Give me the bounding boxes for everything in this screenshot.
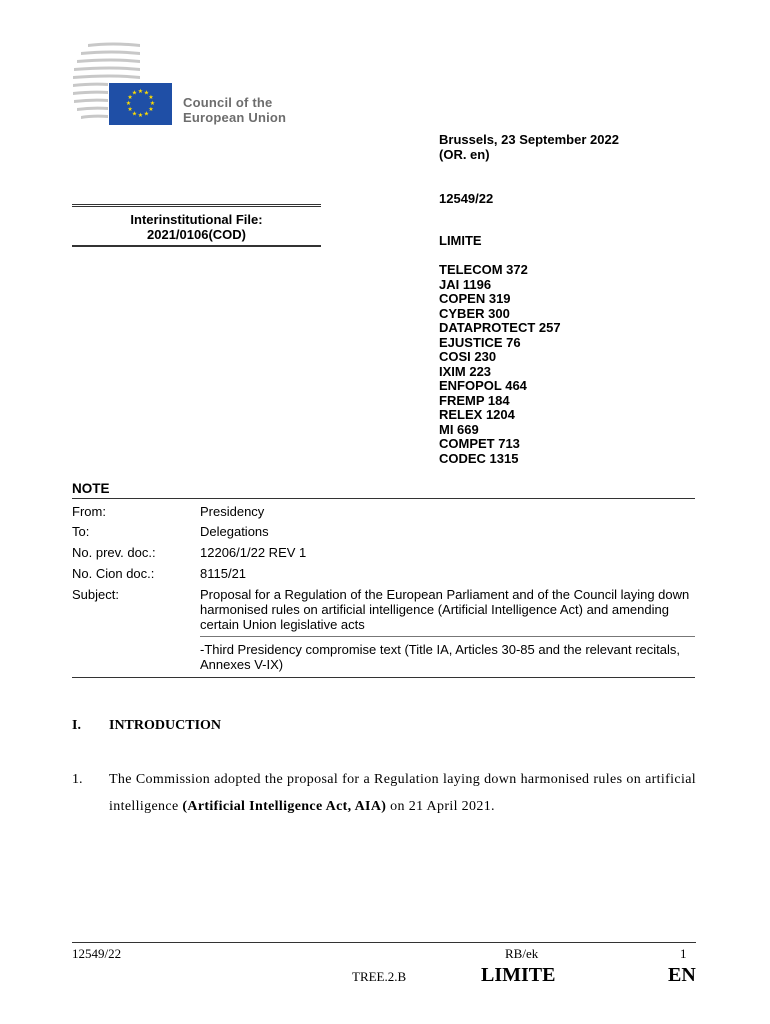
code-item: COSI 230 bbox=[439, 349, 497, 364]
document-number: 12549/22 bbox=[439, 191, 494, 206]
note-value: Delegations bbox=[200, 524, 269, 539]
eu-flag bbox=[109, 83, 172, 125]
footer-classification: LIMITE bbox=[481, 964, 556, 986]
interinstitutional-file-label: Interinstitutional File: bbox=[130, 212, 263, 227]
note-row-cion-doc bbox=[72, 562, 695, 583]
interinstitutional-file-number: 2021/0106(COD) bbox=[147, 227, 246, 242]
org-name bbox=[183, 95, 286, 125]
note-label: From: bbox=[72, 504, 106, 519]
note-label: To: bbox=[72, 524, 90, 539]
code-item: FREMP 184 bbox=[439, 392, 510, 408]
note-row-from bbox=[72, 499, 695, 520]
paragraph-text-bold: (Artificial Intelligence Act, AIA) bbox=[182, 799, 387, 814]
interinstitutional-file bbox=[72, 204, 321, 247]
code-item: TELECOM 372 bbox=[439, 262, 528, 277]
note-row-prev-doc bbox=[72, 541, 695, 562]
section-heading bbox=[72, 718, 221, 734]
svg-text:★: ★ bbox=[143, 110, 150, 118]
note-row-subject bbox=[72, 583, 695, 677]
code-item: JAI 1196 bbox=[439, 276, 492, 292]
code-item: IXIM 223 bbox=[439, 363, 492, 379]
footer-department: TREE.2.B bbox=[352, 969, 407, 984]
paragraph-text-end: on 21 April 2021. bbox=[386, 799, 495, 814]
code-item: ENFOPOL 464 bbox=[439, 378, 527, 393]
note-label: Subject: bbox=[72, 587, 119, 602]
subject-line-1: Proposal for a Regulation of the European Parliament and of the Council laying down harmonised rules on artificial intelligence (Artificial Intelligence Act) and amending certain Union legislative acts bbox=[200, 587, 695, 637]
section-number: I. bbox=[72, 718, 81, 733]
org-name-line1: Council of the bbox=[183, 95, 273, 110]
svg-text:★: ★ bbox=[148, 94, 154, 101]
subject-value bbox=[200, 587, 695, 675]
note-label: No. Cion doc.: bbox=[72, 566, 155, 581]
footer-divider bbox=[72, 942, 696, 943]
document-codes bbox=[439, 263, 561, 466]
code-item: MI 669 bbox=[439, 421, 479, 437]
footer-page-number: 1 bbox=[680, 946, 687, 961]
code-item: CYBER 300 bbox=[439, 305, 510, 321]
svg-text:★: ★ bbox=[131, 110, 138, 118]
note-title: NOTE bbox=[72, 481, 110, 496]
note-table bbox=[72, 498, 695, 678]
note-value: Presidency bbox=[200, 504, 265, 519]
paragraph-1 bbox=[72, 766, 696, 820]
paragraph-text bbox=[109, 766, 696, 820]
org-name-line2: European Union bbox=[183, 110, 287, 125]
subject-line-2: -Third Presidency compromise text (Title IA, Articles 30-85 and the relevant recitals, Annexes V-IX) bbox=[200, 642, 680, 672]
code-item: RELEX 1204 bbox=[439, 407, 515, 422]
code-item: DATAPROTECT 257 bbox=[439, 320, 561, 335]
classification-label: LIMITE bbox=[439, 233, 482, 248]
section-title: INTRODUCTION bbox=[109, 718, 222, 733]
code-item: CODEC 1315 bbox=[439, 450, 519, 466]
code-item: COPEN 319 bbox=[439, 291, 511, 306]
svg-text:★: ★ bbox=[143, 89, 150, 97]
svg-text:★: ★ bbox=[137, 112, 144, 119]
note-label: No. prev. doc.: bbox=[72, 545, 156, 560]
code-item: EJUSTICE 76 bbox=[439, 334, 521, 350]
svg-text:★: ★ bbox=[137, 88, 144, 95]
code-item: COMPET 713 bbox=[439, 436, 520, 451]
eu-stars-icon bbox=[109, 83, 172, 125]
note-value: 8115/21 bbox=[200, 566, 247, 581]
svg-text:★: ★ bbox=[127, 106, 133, 113]
footer-doc-ref: 12549/22 bbox=[72, 946, 122, 961]
footer-language: EN bbox=[668, 964, 696, 986]
original-language: (OR. en) bbox=[439, 146, 490, 162]
note-value: 12206/1/22 REV 1 bbox=[200, 545, 307, 560]
note-row-to bbox=[72, 520, 695, 541]
paragraph-text-start: The Commission adopted the proposal for a Regulation laying down harmonised rules on artificial intelligence bbox=[109, 772, 696, 814]
svg-text:★: ★ bbox=[127, 94, 133, 101]
document-date: Brussels, 23 September 2022 bbox=[439, 132, 619, 147]
svg-text:★: ★ bbox=[125, 100, 132, 107]
svg-text:★: ★ bbox=[148, 106, 154, 113]
footer-initials: RB/ek bbox=[505, 946, 539, 961]
svg-text:★: ★ bbox=[131, 89, 138, 97]
paragraph-number: 1. bbox=[72, 772, 83, 787]
svg-text:★: ★ bbox=[149, 100, 156, 107]
date-block bbox=[439, 133, 619, 162]
